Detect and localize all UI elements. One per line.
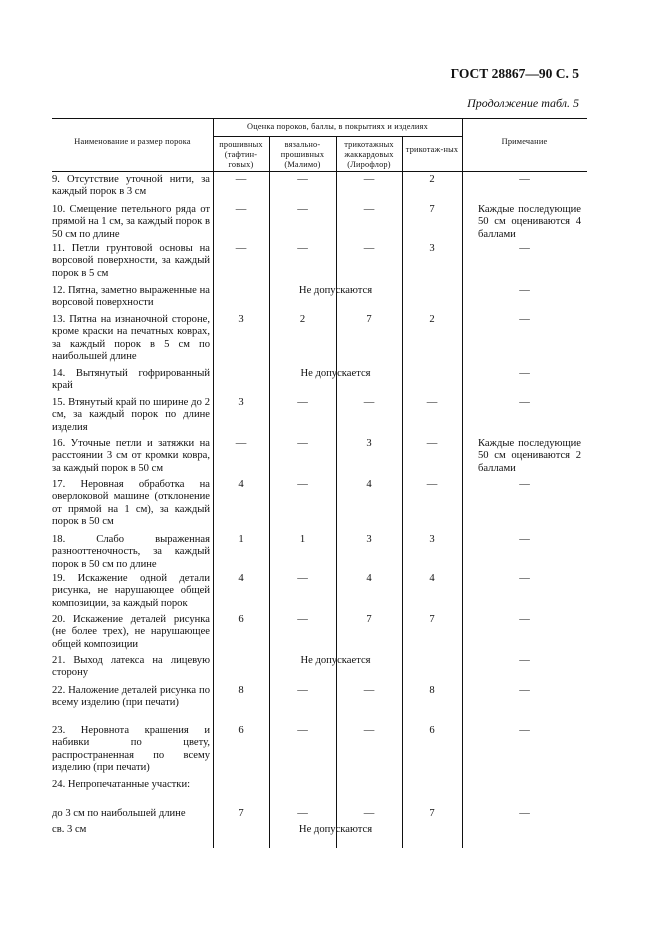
defect-name: 13. Пятна на изнаночной стороне, кроме краски на печатных коврах, за каждый порок в 5 см по наибольшей длине xyxy=(52,314,210,363)
value-liroflor: — xyxy=(363,685,375,696)
value-malimo: — xyxy=(297,438,308,449)
value-liroflor: — xyxy=(363,174,375,185)
merged-value: Не допускается xyxy=(300,655,371,666)
col-header-liroflor: трикотажных жаккардовых (Лирофлор) xyxy=(344,140,394,169)
col-header-name: Наименование и размер порока xyxy=(74,137,191,146)
value-tufted: 8 xyxy=(238,685,244,696)
defect-name: 14. Вытянутый гофрированный край xyxy=(52,368,210,392)
value-knitted: 8 xyxy=(429,685,435,696)
defect-name: 17. Неровная обработка на оверлоковой машине (отклонение от прямой на 1 см), за каждый порок в 50 см xyxy=(52,479,210,528)
value-liroflor: — xyxy=(363,808,375,819)
value-knitted: 3 xyxy=(429,243,435,254)
defect-name: 10. Смещение петельного ряда от прямой на 1 см, за каждый порок в 50 см по длине xyxy=(52,204,210,240)
note: — xyxy=(519,397,530,408)
value-liroflor: 4 xyxy=(366,479,372,490)
value-knitted: — xyxy=(426,479,438,490)
value-knitted: 6 xyxy=(429,725,435,736)
note: — xyxy=(519,808,530,819)
value-knitted: 4 xyxy=(429,573,435,584)
col-header-tufted: прошивных (тафтин-говых) xyxy=(219,140,263,169)
defect-name: до 3 см по наибольшей длине xyxy=(52,808,186,819)
note: — xyxy=(519,685,530,696)
value-malimo: — xyxy=(297,725,308,736)
defect-name: 21. Выход латекса на лицевую сторону xyxy=(52,655,210,679)
note: — xyxy=(519,314,530,325)
defects-table xyxy=(52,118,587,848)
value-tufted: — xyxy=(235,174,247,185)
defect-name: 20. Искажение деталей рисунка (не более трех), не нарушающее общей композиции xyxy=(52,614,210,650)
value-knitted: 7 xyxy=(429,614,435,625)
note: — xyxy=(519,285,530,296)
note: — xyxy=(519,534,530,545)
value-malimo: — xyxy=(297,573,308,584)
value-knitted: — xyxy=(426,397,438,408)
defect-name: 9. Отсутствие уточной нити, за каждый порок в 3 см xyxy=(52,174,210,198)
value-tufted: 4 xyxy=(238,573,244,584)
group-header-rule xyxy=(213,136,462,137)
value-tufted: 1 xyxy=(238,534,244,545)
value-malimo: 2 xyxy=(299,314,306,325)
defect-name: 24. Непропечатанные участки: xyxy=(52,779,191,790)
table-top-rule xyxy=(52,118,587,119)
defect-name: 12. Пятна, заметно выраженные на ворсовой поверхности xyxy=(52,285,210,309)
defect-name: св. 3 см xyxy=(52,824,87,835)
value-liroflor: — xyxy=(363,204,375,215)
value-malimo: — xyxy=(297,479,308,490)
page-header-title: ГОСТ 28867—90 С. 5 xyxy=(450,66,579,81)
col-header-group: Оценка пороков, баллы, в покрытиях и изделиях xyxy=(247,122,428,131)
col-header-knitted: трикотаж-ных xyxy=(405,145,459,154)
note: — xyxy=(519,368,530,379)
value-liroflor: — xyxy=(363,243,375,254)
value-malimo: — xyxy=(297,243,308,254)
value-liroflor: — xyxy=(363,397,375,408)
note: — xyxy=(519,174,530,185)
value-tufted: 7 xyxy=(238,808,244,819)
value-tufted: — xyxy=(235,438,247,449)
value-malimo: — xyxy=(297,685,308,696)
defect-name: 11. Петли грунтовой основы на ворсовой поверхности, за каждый порок в 5 см xyxy=(52,243,210,279)
note: — xyxy=(519,614,530,625)
value-malimo: 1 xyxy=(299,534,306,545)
table-header-rule xyxy=(52,171,587,172)
value-tufted: 6 xyxy=(238,725,244,736)
value-knitted: 7 xyxy=(429,204,435,215)
value-knitted: 3 xyxy=(429,534,435,545)
value-knitted: 2 xyxy=(429,314,435,325)
defect-name: 23. Неровнота крашения и набивки по цвету, распространенная по всему изделию (при печати) xyxy=(52,725,210,774)
value-liroflor: 3 xyxy=(366,438,372,449)
defect-name: 16. Уточные петли и затяжки на расстоянии 3 см от кромки ковра, за каждый порок в 50 см xyxy=(52,438,210,474)
defect-name: 22. Наложение деталей рисунка по всему изделию (при печати) xyxy=(52,685,210,709)
note: Каждые последующие 50 см оцениваются 4 баллами xyxy=(478,204,581,240)
value-liroflor: 3 xyxy=(366,534,372,545)
value-malimo: — xyxy=(297,808,308,819)
defect-name: 15. Втянутый край по ширине до 2 см, за каждый порок по длине изделия xyxy=(52,397,210,433)
table-continuation-label: Продолжение табл. 5 xyxy=(467,96,579,110)
value-knitted: 7 xyxy=(429,808,435,819)
value-malimo: — xyxy=(297,174,308,185)
value-tufted: — xyxy=(235,243,247,254)
value-liroflor: 7 xyxy=(366,614,372,625)
value-malimo: — xyxy=(297,204,308,215)
col-header-note: Примечание xyxy=(501,137,548,146)
value-tufted: 6 xyxy=(238,614,244,625)
merged-value: Не допускаются xyxy=(298,285,373,296)
note: — xyxy=(519,479,530,490)
value-tufted: 3 xyxy=(238,397,244,408)
note: — xyxy=(519,725,530,736)
note: Каждые последующие 50 см оцениваются 2 баллами xyxy=(478,438,581,474)
value-liroflor: — xyxy=(363,725,375,736)
merged-value: Не допускаются xyxy=(298,824,373,835)
note: — xyxy=(519,573,530,584)
note: — xyxy=(519,243,530,254)
value-malimo: — xyxy=(297,614,308,625)
value-liroflor: 7 xyxy=(366,314,372,325)
col-header-malimo: вязально-прошивных (Малимо) xyxy=(280,140,325,169)
defect-name: 19. Искажение одной детали рисунка, не нарушающее общей композиции, за каждый порок xyxy=(52,573,210,609)
note: — xyxy=(519,655,530,666)
value-knitted: 2 xyxy=(429,174,435,185)
value-malimo: — xyxy=(297,397,308,408)
value-tufted: 3 xyxy=(238,314,244,325)
value-knitted: — xyxy=(426,438,438,449)
merged-value: Не допускается xyxy=(300,368,371,379)
defect-name: 18. Слабо выраженная разнооттеночность, за каждый порок в 50 см по длине xyxy=(52,534,210,570)
value-tufted: — xyxy=(235,204,247,215)
value-liroflor: 4 xyxy=(366,573,372,584)
value-tufted: 4 xyxy=(238,479,244,490)
